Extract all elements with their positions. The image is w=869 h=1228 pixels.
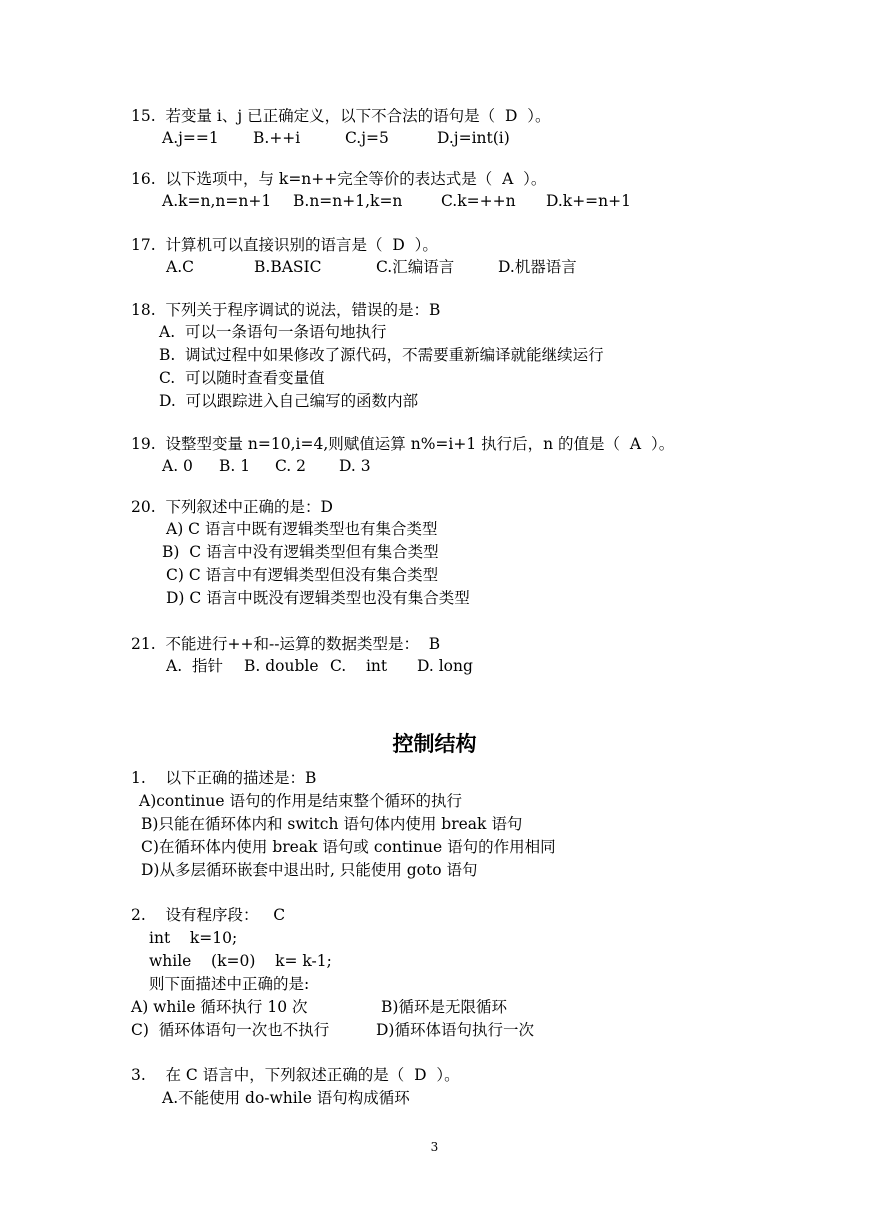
option-text: D)循环体语句执行一次 xyxy=(376,1021,534,1039)
option-text: B. double xyxy=(244,657,319,675)
option-text: B) C 语言中没有逻辑类型但有集合类型 xyxy=(162,543,439,561)
question-stem: 15. 若变量 i、j 已正确定义，以下不合法的语句是（ D ）。 xyxy=(131,107,551,125)
option-text: B.++i xyxy=(253,129,301,147)
option-text: A. 指针 xyxy=(166,657,223,675)
option-text: C) 循环体语句一次也不执行 xyxy=(131,1021,330,1039)
option-text: A) C 语言中既有逻辑类型也有集合类型 xyxy=(166,520,438,538)
option-text: D. 可以跟踪进入自己编写的函数内部 xyxy=(159,392,419,410)
option-text: B)只能在循环体内和 switch 语句体内使用 break 语句 xyxy=(141,815,523,833)
section-title: 控制结构 xyxy=(392,732,477,756)
option-text: C. 2 xyxy=(275,457,307,475)
option-text: A) while 循环执行 10 次 xyxy=(131,998,308,1016)
option-text: B.n=n+1,k=n xyxy=(293,192,403,210)
question-stem: 19. 设整型变量 n=10,i=4,则赋值运算 n%=i+1 执行后，n 的值是（ A ）。 xyxy=(131,435,675,453)
option-text: D)从多层循环嵌套中退出时, 只能使用 goto 语句 xyxy=(141,861,478,879)
page-number: 3 xyxy=(430,1140,439,1154)
option-text: A.不能使用 do-while 语句构成循环 xyxy=(162,1089,410,1107)
option-text: B)循环是无限循环 xyxy=(381,998,507,1016)
option-text: D.j=int(i) xyxy=(437,129,510,147)
option-text: C.j=5 xyxy=(345,129,389,147)
question-stem: 3. 在 C 语言中，下列叙述正确的是（ D ）。 xyxy=(131,1066,460,1084)
option-text: B. 调试过程中如果修改了源代码，不需要重新编译就能继续运行 xyxy=(159,346,604,364)
question-stem: 16. 以下选项中，与 k=n++完全等价的表达式是（ A ）。 xyxy=(131,170,547,188)
question-stem: 18. 下列关于程序调试的说法，错误的是：B xyxy=(131,301,441,319)
code-line: 则下面描述中正确的是: xyxy=(149,975,310,993)
question-stem: 20. 下列叙述中正确的是：D xyxy=(131,498,333,516)
option-text: D.k+=n+1 xyxy=(546,192,632,210)
option-text: A.C xyxy=(166,258,194,276)
question-stem: 17. 计算机可以直接识别的语言是（ D ）。 xyxy=(131,236,438,254)
option-text: A.j==1 xyxy=(162,129,219,147)
option-text: D) C 语言中既没有逻辑类型也没有集合类型 xyxy=(166,589,470,607)
question-stem: 21. 不能进行++和--运算的数据类型是： B xyxy=(131,635,441,653)
code-line: while (k=0) k= k-1; xyxy=(149,952,332,970)
option-text: A.k=n,n=n+1 xyxy=(162,192,272,210)
option-text: C.汇编语言 xyxy=(376,258,455,276)
option-text: C) C 语言中有逻辑类型但没有集合类型 xyxy=(166,566,439,584)
option-text: C. 可以随时查看变量值 xyxy=(159,369,325,387)
option-text: B.BASIC xyxy=(254,258,322,276)
question-stem: 2. 设有程序段： C xyxy=(131,906,286,924)
option-text: A. 可以一条语句一条语句地执行 xyxy=(159,323,387,341)
option-text: D.机器语言 xyxy=(498,258,577,276)
code-line: int k=10; xyxy=(149,929,238,947)
option-text: D. long xyxy=(417,657,473,675)
option-text: D. 3 xyxy=(339,457,371,475)
option-text: C.k=++n xyxy=(441,192,516,210)
question-stem: 1. 以下正确的描述是：B xyxy=(131,769,317,787)
option-text: C. int xyxy=(330,657,388,675)
option-text: B. 1 xyxy=(219,457,251,475)
option-text: C)在循环体内使用 break 语句或 continue 语句的作用相同 xyxy=(141,838,556,856)
option-text: A. 0 xyxy=(162,457,193,475)
option-text: A)continue 语句的作用是结束整个循环的执行 xyxy=(139,792,462,810)
